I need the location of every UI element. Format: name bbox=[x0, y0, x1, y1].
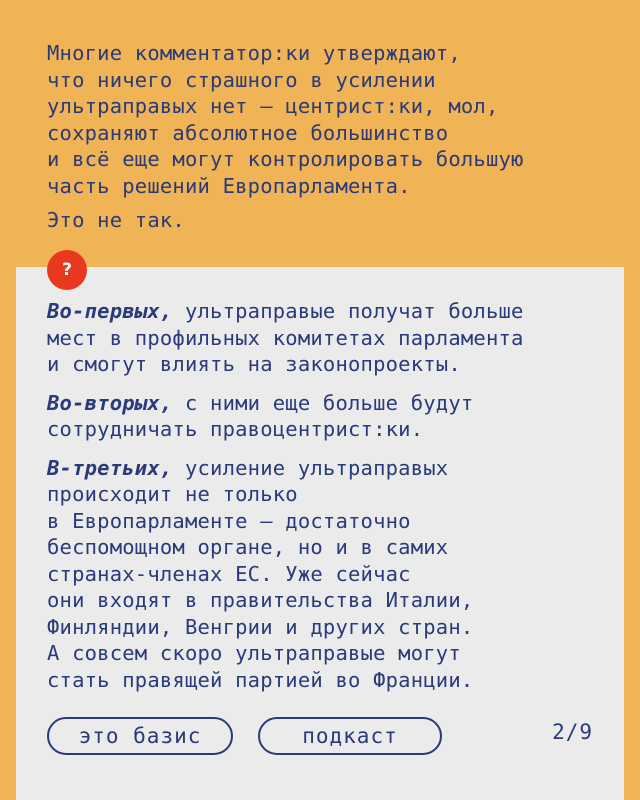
point-text: усиление ультраправых происходит не только в Европарламенте — достаточно беспомощном органе, но и в самих странах-членах ЕС. Уже сейчас они входят в правительства Италии, Финляндии, Венгрии и других стран. А совсем скоро ультраправые могут стать правящей партией во Франции. bbox=[47, 455, 474, 692]
intro-section bbox=[47, 40, 617, 234]
point-third bbox=[47, 455, 617, 694]
point-lead: Во-первых, bbox=[47, 299, 173, 323]
point-text: с ними еще больше будут сотрудничать правоцентрист:ки. bbox=[47, 390, 474, 441]
point-text: ультраправые получат больше мест в профильных комитетах парламента и смогут влиять на законопроекты. bbox=[47, 299, 524, 376]
points-list bbox=[47, 298, 617, 705]
point-lead: В-третьих, bbox=[47, 455, 173, 480]
intro-conclusion: Это не так. bbox=[47, 208, 185, 232]
tag-basis-button[interactable]: это базис bbox=[47, 717, 233, 755]
footer bbox=[47, 717, 597, 755]
point-lead: Во-вторых, bbox=[47, 390, 173, 415]
point-second bbox=[47, 390, 617, 443]
point-first bbox=[47, 298, 617, 378]
tag-podcast-button[interactable]: подкаст bbox=[258, 717, 442, 755]
page-counter: 2/9 bbox=[552, 720, 593, 744]
question-mark-icon: ? bbox=[47, 250, 87, 290]
intro-text: Многие комментатор:ки утверждают, что ничего страшного в усилении ультраправых нет — центрист:ки, мол, сохраняют абсолютное большинство и всё еще могут контролировать большую часть решений Европарламента. bbox=[47, 41, 524, 198]
